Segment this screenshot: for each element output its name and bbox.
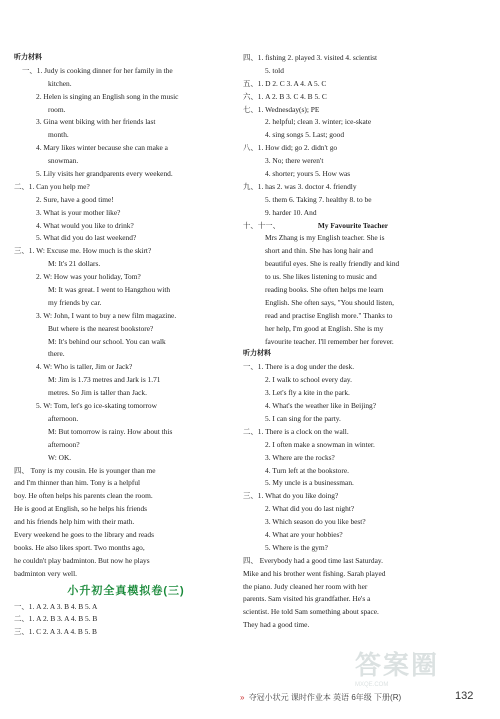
text-line: 3. Gina went biking with her friends last [36, 117, 156, 127]
text-line: 4. What are your hobbies? [265, 529, 343, 539]
footer-text: 夺冠小状元 课时作业本 英语 6年级 下册(R) [248, 693, 402, 702]
text-line: 5. Where is the gym? [265, 542, 328, 552]
text-line: Mrs Zhang is my English teacher. She is [265, 233, 385, 243]
text-line: there. [48, 349, 65, 359]
text-line: W: OK. [48, 452, 72, 462]
text-line: 5. What did you do last weekend? [36, 233, 137, 243]
composition-title: My Favourite Teacher [317, 220, 389, 230]
text-line: 2. Sure, have a good time! [36, 194, 114, 204]
exam-title: 小升初全真模拟卷(三) [67, 584, 185, 597]
text-line: 九、1. has 2. was 3. doctor 4. friendly [243, 181, 357, 191]
text-line: 三、1. C 2. A 3. A 4. B 5. B [14, 627, 97, 637]
text-line: room. [48, 104, 66, 114]
text-line: books. He also likes sport. Two months ago, [14, 542, 145, 552]
text-line: M: It's behind our school. You can walk [48, 336, 166, 346]
text-line: But where is the nearest bookstore? [48, 323, 154, 333]
text-line: afternoon. [48, 413, 79, 423]
text-line: 9. harder 10. And [265, 207, 317, 217]
text-line: M: Jim is 1.73 metres and Jark is 1.71 [48, 375, 161, 385]
text-line: my friends by car. [48, 297, 102, 307]
text-line: 六、1. A 2. B 3. C 4. B 5. C [243, 91, 327, 101]
text-line: 2. Helen is singing an English song in the music [36, 91, 179, 101]
listening-title-2: 听力材料 [243, 350, 271, 358]
text-line: 4. What would you like to drink? [36, 220, 134, 230]
composition-heading [243, 220, 487, 233]
text-line: 4. W: Who is taller, Jim or Jack? [36, 362, 133, 372]
text-line: he couldn't play badminton. But now he plays [14, 555, 150, 565]
text-line: 一、1. A 2. A 3. B 4. B 5. A [14, 601, 98, 611]
text-line: 四、 Tony is my cousin. He is younger than me [14, 465, 156, 475]
text-line: 4. Mary likes winter because she can make a [36, 143, 168, 153]
text-line: snowman. [48, 156, 79, 166]
text-line: and his friends help him with their math. [14, 517, 135, 527]
text-line: short and thin. She has long hair and [265, 246, 373, 256]
page-number: 132 [455, 690, 474, 702]
text-line: metres. So Jim is taller than Jack. [48, 388, 147, 398]
text-line: her help, I'm good at English. She is my [265, 323, 384, 333]
text-line: parents. Sam visited his grandfather. He's a [243, 594, 371, 604]
text-line: 4. What's the weather like in Beijing? [265, 401, 376, 411]
text-line: 2. I walk to school every day. [265, 375, 352, 385]
text-line: 2. What did you do last night? [265, 504, 355, 514]
text-line: 5. W: Tom, let's go ice-skating tomorrow [36, 401, 157, 411]
text-line: 2. W: How was your holiday, Tom? [36, 272, 141, 282]
right-listening-lines [243, 361, 487, 632]
text-line: English. She often says, "You should listen, [265, 297, 394, 307]
text-line: 3. No; there weren't [265, 156, 324, 166]
composition-label: 十、十一、 [243, 220, 280, 230]
text-line: kitchen. [48, 78, 72, 88]
text-line: month. [48, 130, 69, 140]
text-line: M: But tomorrow is rainy. How about this [48, 426, 173, 436]
text-line: 一、1. There is a dog under the desk. [243, 362, 355, 372]
text-line: 4. Turn left at the bookstore. [265, 465, 349, 475]
text-line: 一、1. Judy is cooking dinner for her family in the [22, 65, 173, 75]
text-line: 八、1. How did; go 2. didn't go [243, 143, 338, 153]
text-line: 3. Which season do you like best? [265, 517, 366, 527]
watermark-logo [355, 645, 495, 705]
text-line: reading books. She often helps me learn [265, 285, 384, 295]
text-line: 三、1. W: Excuse me. How much is the skirt? [14, 246, 152, 256]
text-line: Every weekend he goes to the library and reads [14, 529, 154, 539]
text-line: 3. Let's fly a kite in the park. [265, 388, 350, 398]
exam-answers [14, 601, 238, 640]
text-line: 二、1. A 2. B 3. A 4. B 5. B [14, 614, 98, 624]
text-line: 5. Lily visits her grandparents every weekend. [36, 169, 173, 179]
text-line: 3. W: John, I want to buy a new film magazine. [36, 310, 177, 320]
text-line: 七、1. Wednesday(s); PE [243, 104, 320, 114]
text-line: beautiful eyes. She is really friendly and kind [265, 259, 400, 269]
text-line: 四、1. fishing 2. played 3. visited 4. scientist [243, 53, 378, 62]
text-line: 3. Where are the rocks? [265, 452, 335, 462]
text-line: 二、1. There is a clock on the wall. [243, 426, 349, 436]
text-line: He is good at English, so he helps his friends [14, 504, 148, 514]
text-line: favourite teacher. I'll remember her forever. [265, 336, 394, 346]
text-line: 四、 Everybody had a good time last Saturday. [243, 555, 383, 565]
text-line: badminton very well. [14, 568, 78, 578]
text-line: the piano. Judy cleaned her room with her [243, 581, 368, 591]
footer-arrow-icon: » [240, 693, 245, 702]
text-line: 二、1. Can you help me? [14, 181, 90, 191]
text-line: M: It was great. I went to Hangzhou with [48, 285, 171, 295]
text-line: 2. helpful; clean 3. winter; ice-skate [265, 117, 372, 127]
listening-title: 听力材料 [14, 54, 42, 61]
text-line: boy. He often helps his parents clean the room. [14, 491, 153, 501]
text-line: and I'm thinner than him. Tony is a helpful [14, 478, 141, 488]
text-line: 五、1. D 2. C 3. A 4. A 5. C [243, 78, 327, 88]
left-column [14, 52, 238, 639]
text-line: 2. I often make a snowman in winter. [265, 439, 375, 449]
text-line: 4. shorter; yours 5. How was [265, 169, 351, 179]
text-line: afternoon? [48, 439, 80, 449]
right-column [243, 52, 487, 632]
text-line: M: It's 21 dollars. [48, 259, 101, 269]
text-line: read and practise English more." Thanks to [265, 310, 393, 320]
text-line: 5. My uncle is a businessman. [265, 478, 354, 488]
composition-text [243, 232, 487, 348]
text-line: 三、1. What do you like doing? [243, 491, 339, 501]
left-listening-lines [14, 65, 238, 581]
text-line: 3. What is your mother like? [36, 207, 121, 217]
text-line: 5. I can sing for the party. [265, 413, 341, 423]
text-line: scientist. He told Sam something about space. [243, 607, 379, 617]
text-line: They had a good time. [243, 620, 310, 630]
text-line: 5. told [265, 65, 284, 75]
text-line: to us. She likes listening to music and [265, 272, 377, 282]
right-answer-lines [243, 52, 487, 220]
text-line: 4. sing songs 5. Last; good [265, 130, 345, 140]
text-line: Mike and his brother went fishing. Sarah played [243, 568, 386, 578]
text-line: 5. them 6. Taking 7. healthy 8. to be [265, 194, 372, 204]
watermark-text: 答案圈 [355, 650, 440, 680]
watermark-sub: MXQE.COM [355, 682, 389, 688]
